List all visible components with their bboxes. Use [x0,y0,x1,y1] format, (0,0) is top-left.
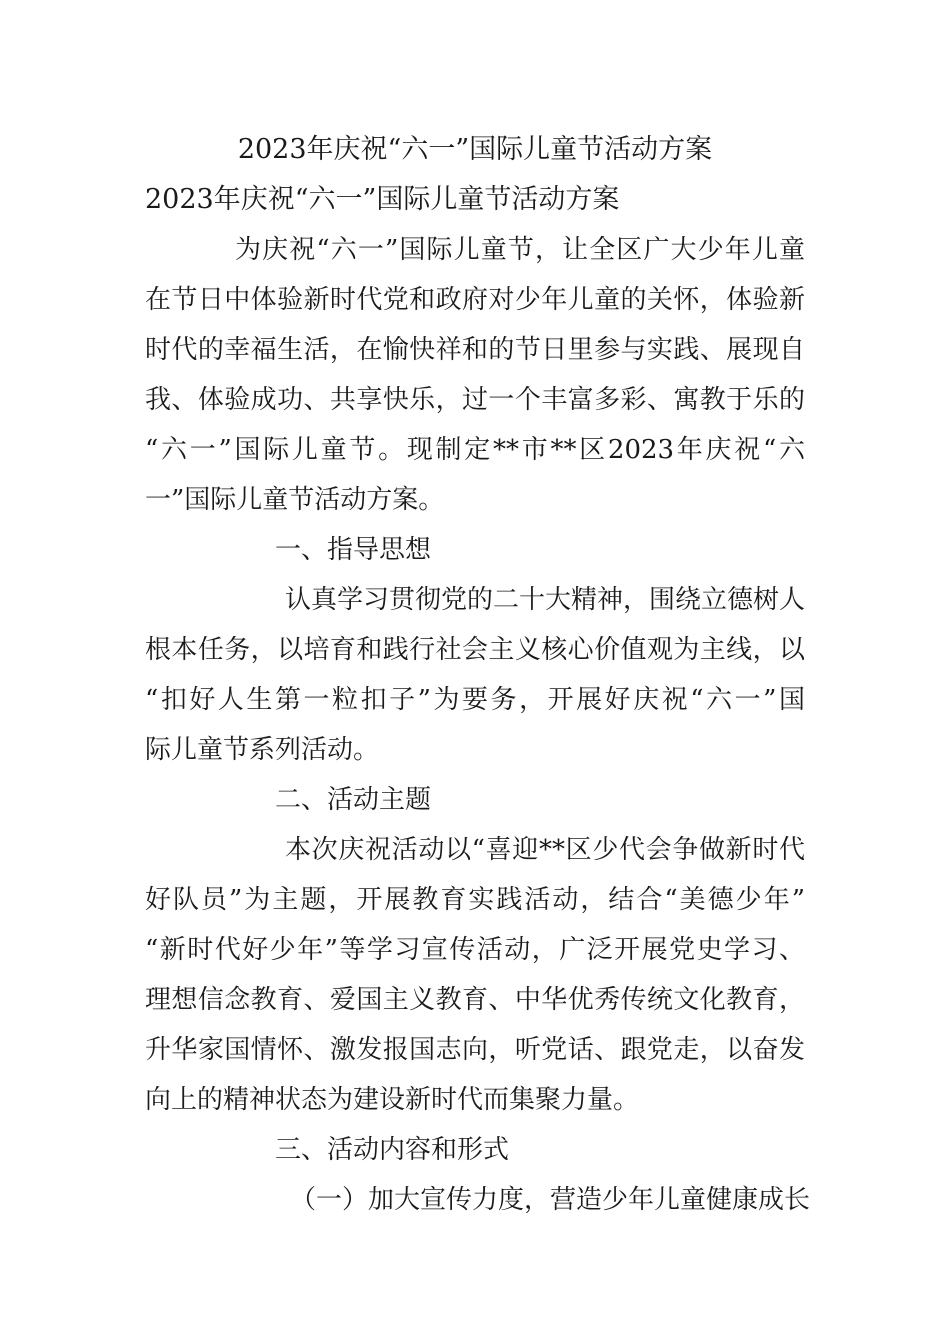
section1-line: 根本任务，以培育和践行社会主义核心价值观为主线，以 [145,635,805,665]
section1-line: 认真学习贯彻党的二十大精神，围绕立德树人 [285,585,806,615]
section3-subheading: （一）加大宣传力度，营造少年儿童健康成长 [290,1185,811,1215]
section2-line: 好队员”为主题，开展教育实践活动，结合“美德少年” [145,885,805,915]
document-title: 2023年庆祝“六一”国际儿童节活动方案 [237,134,713,165]
section-heading-activity-theme: 二、活动主题 [275,785,432,815]
intro-line: 我、体验成功、共享快乐，过一个丰富多彩、寓教于乐的 [145,385,805,415]
section1-line: “扣好人生第一粒扣子”为要务，开展好庆祝“六一”国 [145,685,805,715]
intro-line: 时代的幸福生活，在愉快祥和的节日里参与实践、展现自 [145,335,805,365]
section-heading-guiding-ideology: 一、指导思想 [275,535,432,565]
section2-line: “新时代好少年”等学习宣传活动，广泛开展党史学习、 [145,935,805,965]
section2-line: 升华家国情怀、激发报国志向，听党话、跟党走，以奋发 [145,1035,805,1065]
intro-line: 一”国际儿童节活动方案。 [145,485,445,515]
intro-line: 在节日中体验新时代党和政府对少年儿童的关怀，体验新 [145,285,805,315]
intro-line: “六一”国际儿童节。现制定**市**区2023年庆祝“六 [145,435,805,465]
section-heading-activity-content: 三、活动内容和形式 [275,1135,510,1165]
section2-line: 本次庆祝活动以“喜迎**区少代会争做新时代 [285,835,805,865]
section2-line: 理想信念教育、爱国主义教育、中华优秀传统文化教育， [145,985,805,1015]
document-subtitle: 2023年庆祝“六一”国际儿童节活动方案 [145,184,620,215]
intro-line: 为庆祝“六一”国际儿童节，让全区广大少年儿童 [235,235,805,265]
section1-line: 际儿童节系列活动。 [145,735,380,765]
section2-line: 向上的精神状态为建设新时代而集聚力量。 [145,1085,640,1115]
